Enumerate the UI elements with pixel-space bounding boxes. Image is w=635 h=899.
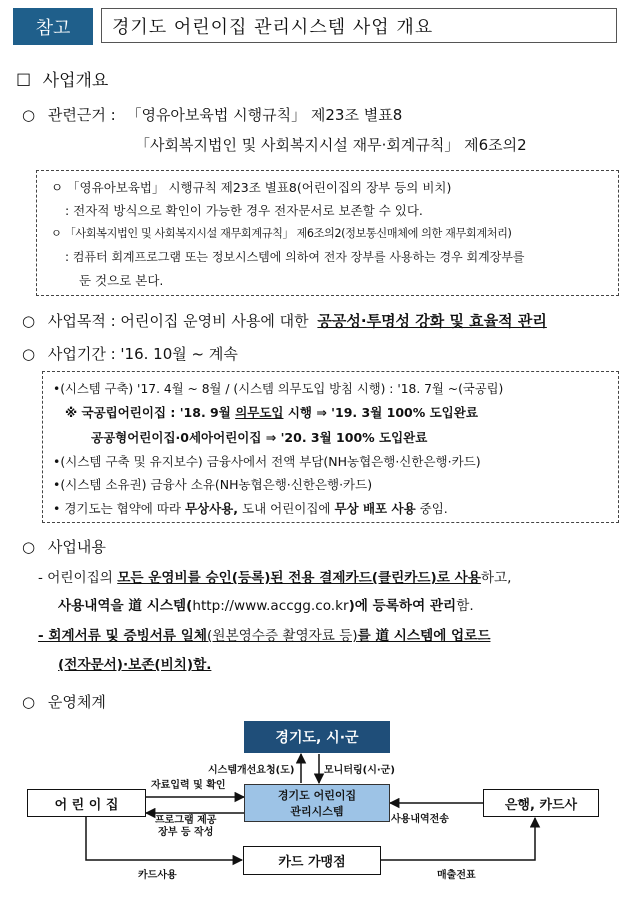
period-national-a: ※ 국공립어린이집 : '18. 9월 (65, 405, 231, 420)
node-gov: 경기도, 시·군 (244, 721, 390, 753)
free-use-d: 무상 배포 사용 (334, 501, 416, 516)
purpose-emphasis: 공공성·투명성 강화 및 효율적 관리 (317, 312, 547, 330)
purpose-label: 사업목적 : 어린이집 운영비 사용에 대한 (47, 312, 309, 330)
header-tag: 참고 (13, 8, 93, 45)
content-p1-b: 모든 운영비를 승인(등록)된 전용 결제카드(클린카드)로 사용 (117, 570, 481, 586)
period-ownership: •(시스템 소유권) 금융사 소유(NH농협은행·신한은행·카드) (53, 477, 373, 492)
content-p2-b: (원본영수증 촬영자료 등) (207, 628, 358, 644)
label-data-input: 자료입력 및 확인 (151, 780, 226, 791)
period-text: 사업기간 : '16. 10월 ~ 계속 (47, 345, 238, 363)
label-program (155, 815, 216, 839)
content-p1-d: 사용내역을 道 시스템( (58, 598, 193, 614)
basis-item2-desc1: : 컴퓨터 회계프로그램 또는 정보시스템에 의하여 전자 장부를 사용하는 경우 회계장부를 (65, 250, 525, 264)
ops-title: 운영체계 (47, 693, 106, 711)
basis-item2-desc2: 둔 것으로 본다. (79, 273, 164, 288)
label-usage-transfer: 사용내역전송 (391, 814, 449, 825)
basis-label: 관련근거 : (47, 106, 116, 124)
basis-law2: 「사회복지법인 및 사회복지시설 재무·회계규칙」 제6조의2 (135, 136, 527, 154)
node-merchant: 카드 가맹점 (243, 846, 381, 875)
basis-law1: 「영유아보육법 시행규칙」 제23조 별표8 (126, 106, 403, 124)
basis-item1-title: ㅇ 「영유아보육법」 시행규칙 제23조 별표8(어린이집의 장부 등의 비치) (51, 180, 452, 195)
label-monitoring: 모니터링(시·군) (324, 765, 395, 776)
period-public-line: 공공형어린이집·0세아어린이집 ⇒ '20. 3월 100% 도입완료 (91, 430, 428, 445)
period-maintenance: •(시스템 구축 및 유지보수) 금융사에서 전액 부담(NH농협은행·신한은행·카드) (53, 454, 481, 469)
label-card-use: 카드사용 (138, 870, 177, 881)
content-p2-a: - 회계서류 및 증빙서류 일체 (38, 628, 208, 644)
label-program-2: 장부 등 작성 (158, 827, 214, 838)
free-use-b: 무상사용, (184, 501, 239, 516)
checkbox-icon: ☐ (16, 71, 32, 91)
free-use-a: • 경기도는 협약에 따라 (53, 501, 181, 516)
free-use-c: 도내 어린이집에 (242, 501, 331, 516)
content-p2-line2: (전자문서)·보존(비치)함. (58, 657, 212, 673)
basis-item2-title: ㅇ 「사회복지법인 및 사회복지시설 재무회계규칙」 제6조의2(정보통신매체에 의한 재무회계처리) (51, 227, 512, 240)
node-system (244, 784, 390, 822)
label-program-1: 프로그램 제공 (155, 815, 217, 826)
period-national-mandatory: 의무도입 (235, 405, 284, 420)
node-bank: 은행, 카드사 (483, 789, 599, 817)
free-use-e: 중임. (419, 501, 448, 516)
circle-bullet-icon: ○ (22, 312, 36, 330)
period-national-c: 시행 ⇒ '19. 3월 100% 도입완료 (287, 405, 478, 420)
system-label-1: 경기도 어린이집 (277, 789, 357, 802)
content-title: 사업내용 (47, 538, 106, 556)
label-improve-request: 시스템개선요청(도) (208, 765, 295, 776)
circle-bullet-icon: ○ (22, 538, 36, 556)
content-p2-c: 를 道 시스템에 업로드 (357, 628, 491, 644)
circle-bullet-icon: ○ (22, 345, 36, 363)
system-url-link[interactable]: http://www.accgg.co.kr (192, 598, 349, 614)
period-system-build: •(시스템 구축) '17. 4월 ~ 8월 / (시스템 의무도입 방침 시행) : '18. 7월 ~(국공립) (53, 382, 504, 396)
node-daycare: 어 린 이 집 (27, 789, 146, 817)
content-p1-g: 함. (456, 598, 474, 614)
label-sales-slip: 매출전표 (437, 870, 476, 881)
circle-bullet-icon: ○ (22, 693, 36, 711)
section-title: 사업개요 (42, 71, 109, 91)
document-title: 경기도 어린이집 관리시스템 사업 개요 (101, 8, 617, 43)
circle-bullet-icon: ○ (22, 106, 36, 124)
system-label-2: 관리시스템 (290, 805, 344, 818)
content-p1-f: )에 등록하여 관리 (348, 598, 457, 614)
content-p1-a: - 어린이집의 (38, 570, 113, 586)
basis-item1-desc: : 전자적 방식으로 확인이 가능한 경우 전자문서로 보존할 수 있다. (65, 203, 423, 218)
content-p1-c: 하고, (480, 570, 512, 586)
